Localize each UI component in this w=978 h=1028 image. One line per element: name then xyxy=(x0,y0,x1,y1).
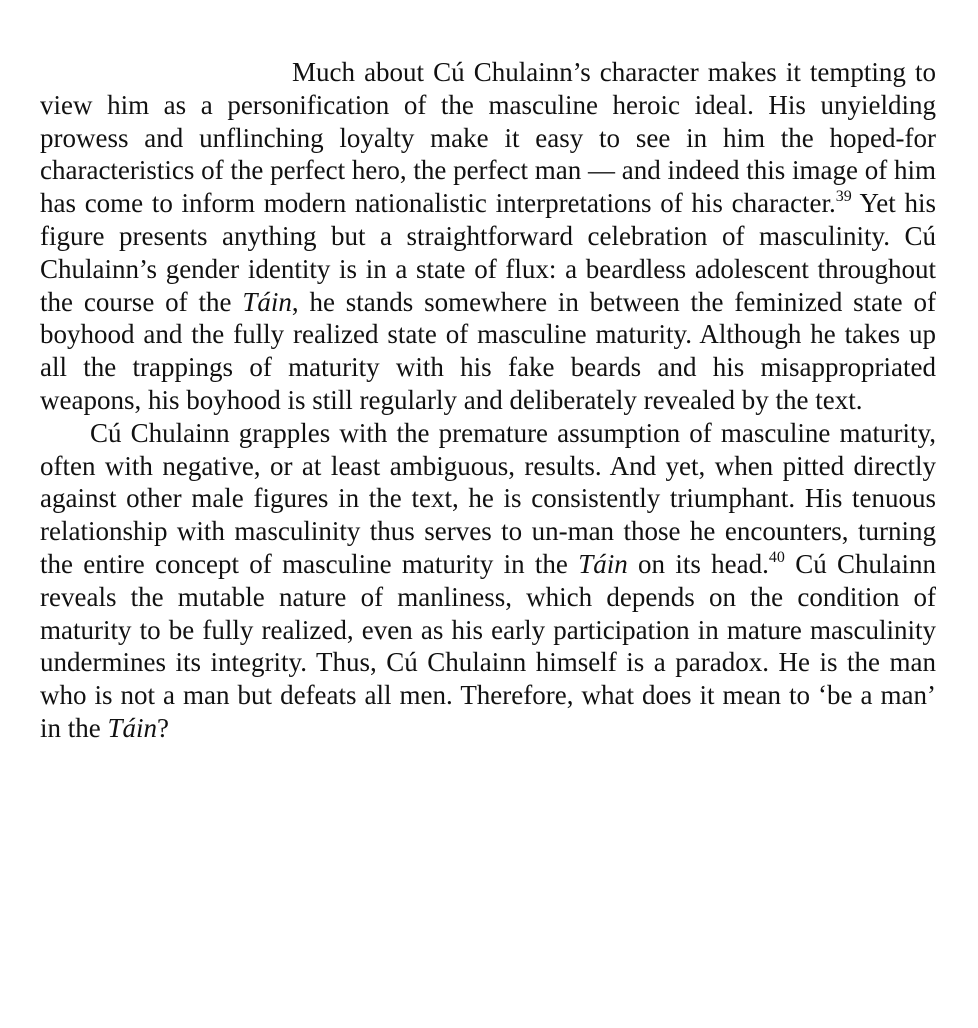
paragraph-2-text-4: ? xyxy=(157,712,170,743)
paragraph-1-text-2: Yet his figure presents anything but a straightforward celebration of masculinity. Cú Chulainn’s gender identity is in a state of flux: a beardless adolescent throughout the course of the xyxy=(40,188,936,317)
paragraph-1 xyxy=(40,56,936,417)
title-tain: Táin xyxy=(107,712,158,743)
paragraph-2-text-3: Cú Chulainn reveals the mutable nature of manliness, which depends on the condition of maturity to be fully realized, even as his early participation in mature masculinity undermines its integrity. Thus, Cú Chulainn himself is a paradox. He is the man who is not a man but defeats all men. Therefore, what does it mean to ‘be a man’ in the xyxy=(40,548,936,743)
title-tain: Táin xyxy=(578,548,628,579)
title-tain: Táin xyxy=(242,286,292,317)
footnote-ref-39: 39 xyxy=(835,188,852,206)
paragraph-1-text-3: , he stands somewhere in between the feminized state of boyhood and the fully realized state of masculine maturity. Although he takes up all the trappings of maturity with his fake beards and his misappropriated weapons, his boyhood is still regularly and deliberately revealed by the text. xyxy=(40,286,936,415)
paragraph-2-text-2: on its head. xyxy=(627,548,769,579)
paragraph-2 xyxy=(40,417,936,745)
document-page xyxy=(40,56,936,745)
paragraph-2-text-1: Cú Chulainn grapples with the premature assumption of masculine maturity, often with negative, or at least ambiguous, results. And yet, when pitted directly against other male figures in the text, he is consistently triumphant. His tenuous relationship with masculinity thus serves to un-man those he encounters, turning the entire concept of masculine maturity in the xyxy=(40,417,936,579)
paragraph-1-text-1: Much about Cú Chulainn’s character makes it tempting to view him as a personification of the masculine heroic ideal. His unyielding prowess and unflinching loyalty make it easy to see in him the hoped-for characteristics of the perfect hero, the perfect man — and indeed this image of him has come to inform modern nationalistic interpretations of his character. xyxy=(40,57,936,219)
footnote-ref-40: 40 xyxy=(768,548,785,566)
